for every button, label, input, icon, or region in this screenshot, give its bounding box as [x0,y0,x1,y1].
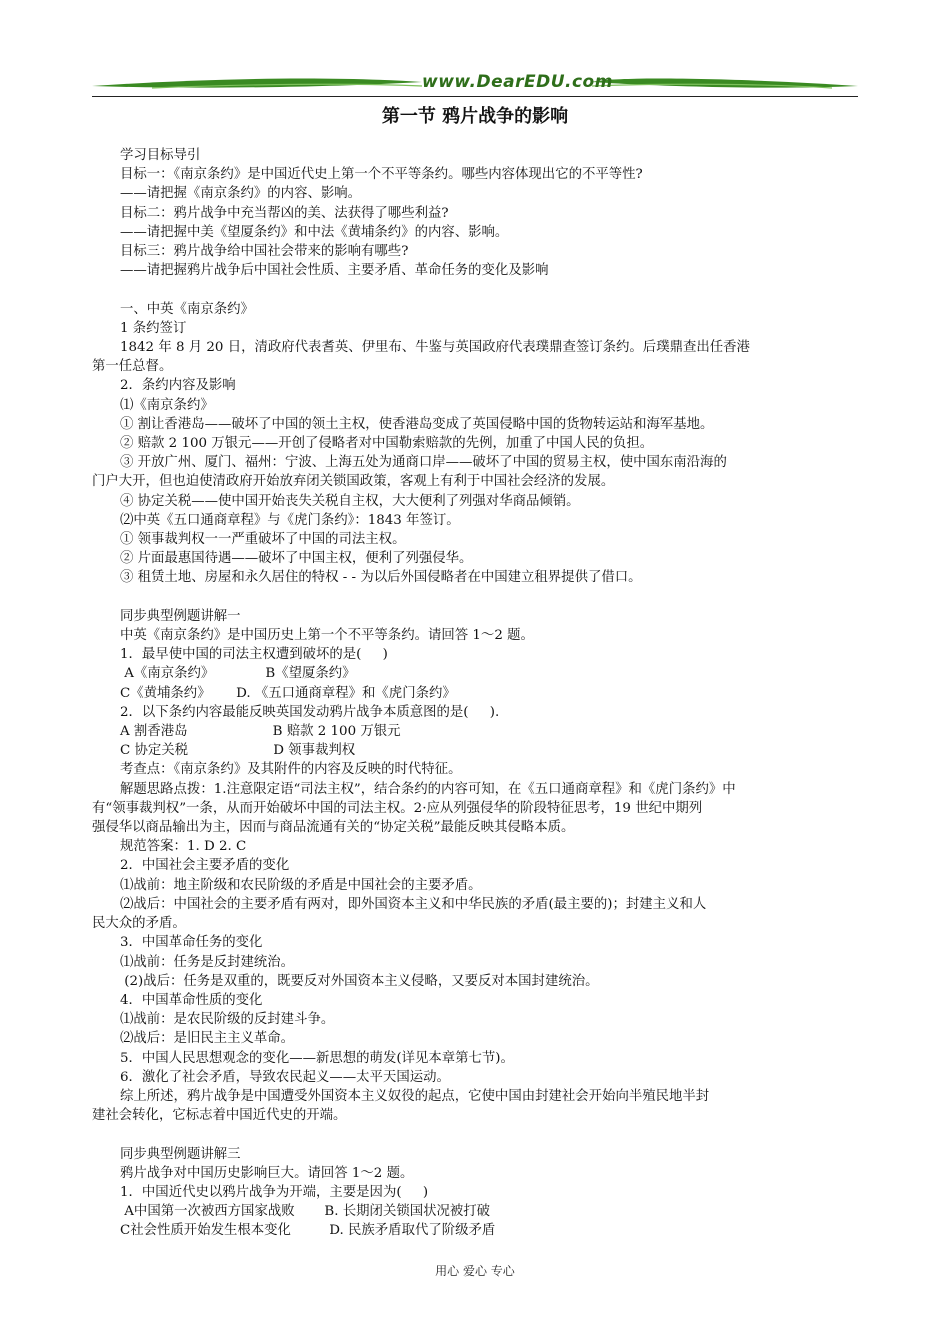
text-line: C 协定关税 D 领事裁判权 [120,743,356,759]
text-line: 5．中国人民思想观念的变化——新思想的萌发(详见本章第七节)。 [120,1050,514,1066]
text-line: ⑴战前：是农民阶级的反封建斗争。 [120,1012,335,1028]
text-line: 1 条约签订 [120,320,187,336]
text-line: 2．条约内容及影响 [120,378,236,394]
text-line: 有“领事裁判权”一条，从而开始破坏中国的司法主权。2·应从列强侵华的阶段特征思考，19 世纪中期列 [92,800,703,816]
text-line: 一、中英《南京条约》 [120,301,254,317]
text-line: ③ 开放广州、厦门、福州：宁波、上海五处为通商口岸——破坏了中国的贸易主权，使中国东南沿海的 [120,455,727,471]
text-line: ③ 租赁土地、房屋和永久居住的特权 - - 为以后外国侵略者在中国建立租界提供了借口。 [120,570,642,586]
text-line: 4．中国革命性质的变化 [120,992,263,1008]
text-line: ——请把握鸦片战争后中国社会性质、主要矛盾、革命任务的变化及影响 [120,263,549,279]
text-line: ⑵战后：是旧民主主义革命。 [120,1031,295,1047]
text-line: 1．中国近代史以鸦片战争为开端，主要是因为( ) [120,1184,429,1200]
text-line: 学习目标导引 [120,148,201,163]
text-line: 建社会转化，它标志着中国近代史的开端。 [92,1108,347,1124]
text-line: 3．中国革命任务的变化 [120,935,263,951]
text-line: 综上所述，鸦片战争是中国遭受外国资本主义奴役的起点，它使中国由封建社会开始向半殖民地半封 [120,1088,710,1104]
text-line: ① 领事裁判权一一严重破坏了中国的司法主权。 [120,532,406,548]
text-line: 中英《南京条约》是中国历史上第一个不平等条约。请回答 1～2 题。 [120,628,534,644]
text-line: ⑵中英《五口通商章程》与《虎门条约》：1843 年签订。 [120,512,460,528]
text-line: ⑴战前：任务是反封建统治。 [120,954,295,970]
text-line: 2．以下条约内容最能反映英国发动鸦片战争本质意图的是( ). [120,704,500,720]
text-line: 目标三：鸦片战争给中国社会带来的影响有哪些? [120,244,409,260]
text-line: 2．中国社会主要矛盾的变化 [120,858,290,874]
site-header [92,66,858,98]
text-line: A 割香港岛 B 赔款 2 100 万银元 [120,724,401,740]
text-line: 强侵华以商品输出为主，因而与商品流通有关的“协定关税”最能反映其侵略本质。 [92,820,575,836]
text-line: ——请把握中美《望厦条约》和中法《黄埔条约》的内容、影响。 [120,224,509,240]
text-line: 门户大开，但也迫使清政府开始放弃闭关锁国政策，客观上有利于中国社会经济的发展。 [92,474,615,490]
text-line: (2)战后：任务是双重的，既要反对外国资本主义侵略，又要反对本国封建统治。 [120,973,599,989]
text-line: 规范答案：1. D 2. C [120,839,247,855]
text-line: 6．激化了社会矛盾，导致农民起义——太平天国运动。 [120,1069,450,1085]
text-line: 解题思路点拨：1.注意限定语“司法主权”，结合条约的内容可知，在《五口通商章程》和《虎门条约》中 [120,781,736,797]
text-line: A中国第一次被西方国家战败 B. 长期闭关锁国状况被打破 [120,1204,491,1220]
text-line: ④ 协定关税——使中国开始丧失关税自主权，大大便利了列强对华商品倾销。 [120,493,580,509]
text-line: 同步典型例题讲解一 [120,608,241,624]
text-line: 考查点：《南京条约》及其附件的内容及反映的时代特征。 [120,762,462,778]
blank-line [120,588,860,607]
text-line: ⑵战后：中国社会的主要矛盾有两对，即外国资本主义和中华民族的矛盾(最主要的)；封建主义和人 [120,896,707,912]
text-line: C《黄埔条约》 D. 《五口通商章程》和《虎门条约》 [120,685,456,701]
text-line: 目标二：鸦片战争中充当帮凶的美、法获得了哪些利益? [120,205,449,221]
text-line: 同步典型例题讲解三 [120,1146,241,1162]
text-line: 1．最早使中国的司法主权遭到破坏的是( ) [120,647,388,663]
page-footer: 用心 爱心 专心 [435,1264,515,1278]
text-line: 1842 年 8 月 20 日，清政府代表耆英、伊里布、牛鉴与英国政府代表璞鼎查签订条约。后璞鼎查出任香港 [120,340,750,356]
text-line: ① 割让香港岛——破坏了中国的领土主权，使香港岛变成了英国侵略中国的货物转运站和海军基地。 [120,416,714,432]
text-line: ⑴战前：地主阶级和农民阶级的矛盾是中国社会的主要矛盾。 [120,877,482,893]
document-body [92,146,860,1241]
text-line: ——请把握《南京条约》的内容、影响。 [120,186,362,202]
text-line: 鸦片战争对中国历史影响巨大。请回答 1～2 题。 [120,1165,414,1181]
text-line: A《南京条约》 B《望厦条约》 [120,666,356,682]
text-line: 第一任总督。 [92,359,173,375]
blank-line [120,1125,860,1144]
text-line: 目标一：《南京条约》是中国近代史上第一个不平等条约。哪些内容体现出它的不平等性? [120,167,643,183]
text-line: ② 赔款 2 100 万银元——开创了侵略者对中国勒索赔款的先例，加重了中国人民的负担。 [120,436,654,452]
text-line: ⑴《南京条约》 [120,397,214,413]
text-line: C社会性质开始发生根本变化 D. 民族矛盾取代了阶级矛盾 [120,1223,496,1239]
text-line: 民大众的矛盾。 [92,916,186,932]
text-line: ② 片面最惠国待遇——破坏了中国主权，便利了列强侵华。 [120,551,473,567]
blank-line [120,280,860,299]
site-logo-text[interactable]: www.DearEDU.com [422,72,613,92]
header-divider [92,96,858,97]
page-title: 第一节 鸦片战争的影响 [381,106,569,127]
